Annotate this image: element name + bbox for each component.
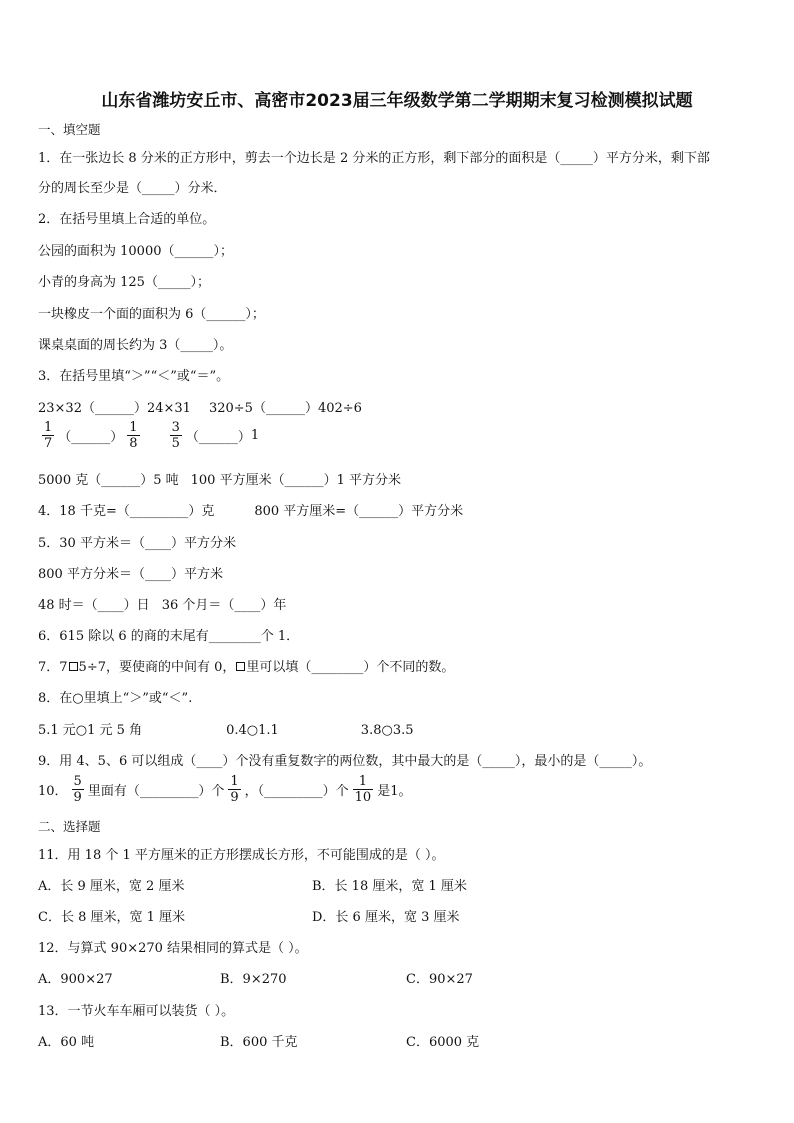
q5-a: 5．30 平方米＝（____）平方分米 bbox=[38, 536, 236, 551]
q3-fraction-3-5: $\frac{3}{5}$ bbox=[171, 420, 180, 451]
q9: 9．用 4、5、6 可以组成（____）个没有重复数字的两位数，其中最大的是（_____），最小的是（_____）。 bbox=[38, 754, 652, 769]
q1-line2: 分的周长至少是（_____）分米． bbox=[38, 181, 227, 196]
exam-title: 山东省潍坊安丘市、高密市2023届三年级数学第二学期期末复习检测模拟试题 bbox=[101, 91, 693, 111]
q3-row2 bbox=[38, 420, 259, 451]
q12-row bbox=[38, 968, 473, 987]
q5-c bbox=[38, 594, 286, 613]
q3-r3a: 5000 克（______）5 吨 bbox=[38, 473, 179, 488]
q3-paren-1: （______） bbox=[58, 430, 124, 445]
q7-pre: 7．7 bbox=[38, 660, 68, 675]
q8-a: 5.1 元○1 元 5 角 bbox=[38, 723, 143, 738]
q3-paren-2: （______） bbox=[185, 430, 251, 445]
q7 bbox=[38, 656, 454, 675]
q12-stem: 12．与算式 90×270 结果相同的算式是（ ）。 bbox=[38, 941, 308, 956]
q11-option-b: B．长 18 厘米，宽 1 厘米 bbox=[312, 879, 467, 894]
q2-c: 一块橡皮一个面的面积为 6（______）； bbox=[38, 307, 265, 322]
q4-row bbox=[38, 500, 463, 519]
section-fill-in: 一、填空题 bbox=[38, 122, 101, 137]
section-choice: 二、选择题 bbox=[38, 819, 101, 834]
q12-option-c: C．90×27 bbox=[406, 972, 473, 987]
blank-square-icon bbox=[69, 662, 78, 671]
q7-post2: 里可以填（________）个不同的数。 bbox=[246, 660, 455, 675]
q5-c2: 36 个月＝（____）年 bbox=[161, 598, 287, 613]
q8-stem: 8．在○里填上“＞”或“＜”. bbox=[38, 691, 193, 706]
q8-c: 3.8○3.5 bbox=[360, 723, 414, 738]
q11-stem: 11．用 18 个 1 平方厘米的正方形摆成长方形，不可能围成的是（ ）。 bbox=[38, 848, 445, 863]
q7-post: 5÷7，要使商的中间有 0， bbox=[78, 660, 236, 675]
q3-r3b: 100 平方厘米（______）1 平方分米 bbox=[190, 473, 401, 488]
q13-row bbox=[38, 1031, 479, 1050]
q12-option-a: A．900×27 bbox=[38, 972, 113, 987]
q3-one: 1 bbox=[250, 428, 260, 443]
q6: 6．615 除以 6 的商的末尾有________个 1． bbox=[38, 629, 300, 644]
q8-row bbox=[38, 719, 414, 738]
q2-b: 小青的身高为 125（_____）； bbox=[38, 275, 210, 290]
q3-fraction-1-8: $\frac{1}{8}$ bbox=[129, 420, 138, 451]
q1-line1: 1．在一张边长 8 分米的正方形中，剪去一个边长是 2 分米的正方形，剩下部分的面积是（_____）平方分米，剩下部 bbox=[38, 151, 710, 166]
q3-row3 bbox=[38, 469, 401, 488]
q10-fraction-1-10: $\frac{1}{10}$ bbox=[354, 774, 372, 805]
q10 bbox=[38, 774, 411, 805]
q12-option-b: B．9×270 bbox=[220, 972, 287, 987]
q11-option-c: C．长 8 厘米，宽 1 厘米 bbox=[38, 910, 186, 925]
q2-a: 公园的面积为 10000（______）； bbox=[38, 244, 233, 259]
q3-r1b: 320÷5（______）402÷6 bbox=[208, 401, 362, 416]
q5-c1: 48 时＝（____）日 bbox=[38, 598, 150, 613]
q4-a: 4．18 千克=（_________）克 bbox=[38, 504, 215, 519]
q13-stem: 13．一节火车车厢可以装货（ ）。 bbox=[38, 1004, 235, 1019]
q10-t3: 是1。 bbox=[377, 784, 412, 799]
q11-row2 bbox=[38, 906, 460, 925]
q5-b: 800 平方分米＝（____）平方米 bbox=[38, 567, 223, 582]
q2-d: 课桌桌面的周长约为 3（_____）。 bbox=[38, 338, 233, 353]
q2-stem: 2．在括号里填上合适的单位。 bbox=[38, 212, 216, 227]
q10-t2: ，（_________）个 bbox=[244, 784, 349, 799]
q10-t1: 里面有（_________）个 bbox=[87, 784, 225, 799]
q13-option-a: A．60 吨 bbox=[38, 1035, 95, 1050]
q10-fraction-5-9: $\frac{5}{9}$ bbox=[73, 774, 82, 805]
q11-option-d: D．长 6 厘米，宽 3 厘米 bbox=[312, 910, 460, 925]
q3-fraction-1-7: $\frac{1}{7}$ bbox=[44, 420, 53, 451]
q10-no: 10． bbox=[38, 784, 68, 799]
q11-row1 bbox=[38, 875, 467, 894]
q3-r1a: 23×32（______）24×31 bbox=[38, 401, 191, 416]
q4-b: 800 平方厘米=（______）平方分米 bbox=[254, 504, 464, 519]
q13-option-b: B．600 千克 bbox=[220, 1035, 298, 1050]
q11-option-a: A．长 9 厘米，宽 2 厘米 bbox=[38, 879, 185, 894]
q8-b: 0.4○1.1 bbox=[226, 723, 279, 738]
blank-square-icon bbox=[236, 662, 245, 671]
q3-row1 bbox=[38, 397, 362, 416]
q10-fraction-1-9: $\frac{1}{9}$ bbox=[230, 774, 239, 805]
q13-option-c: C．6000 克 bbox=[406, 1035, 480, 1050]
q3-stem: 3．在括号里填“＞”“＜”或“＝”。 bbox=[38, 369, 230, 384]
